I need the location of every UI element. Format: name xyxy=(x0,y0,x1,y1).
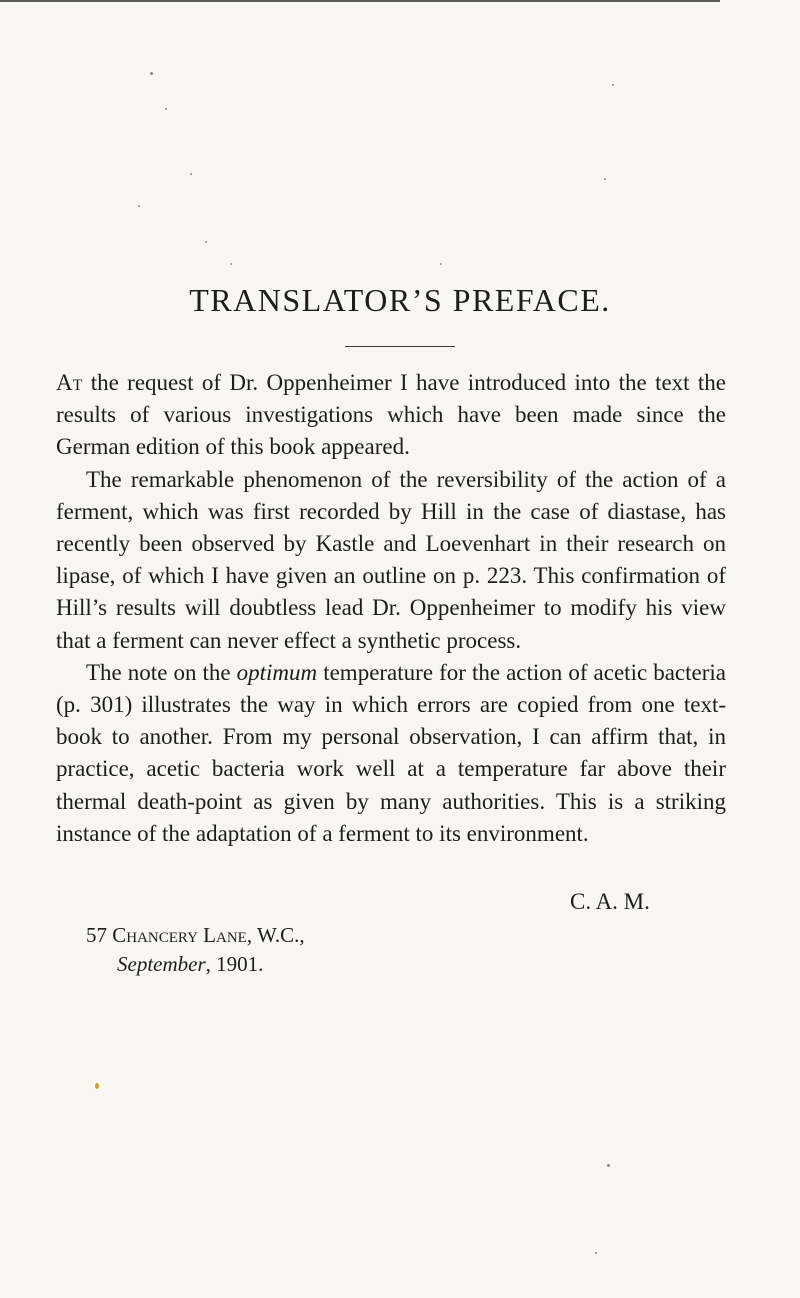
scan-speck xyxy=(607,1164,610,1167)
scan-speck xyxy=(595,1252,597,1254)
scan-speck xyxy=(150,72,153,75)
address-street: Chancery Lane, W.C., xyxy=(112,923,305,947)
date-line xyxy=(86,950,305,979)
page-top-edge xyxy=(0,0,720,2)
scan-speck xyxy=(440,263,442,265)
paragraph-1-text: the request of Dr. Oppenheimer I have introduced into the text the results of various investigations which have been made since the German edition of this book appeared. xyxy=(56,370,726,460)
scan-speck xyxy=(95,1083,99,1089)
date-month: September xyxy=(117,952,206,976)
scan-speck xyxy=(205,241,207,243)
scan-speck xyxy=(165,108,167,110)
paragraph-2: The remarkable phenomenon of the reversibility of the action of a ferment, which was first recorded by Hill in the case of diastase, has recently been observed by Kastle and Loevenhart in their research on lipase, of which I have given an outline on p. 223. This confirmation of Hill’s results will doubtless lead Dr. Oppenheimer to modify his view that a ferment can never effect a synthetic process. xyxy=(56,466,726,653)
scan-speck xyxy=(138,205,140,207)
preface-body xyxy=(56,367,726,850)
paragraph-3-text-after: temperature for the action of acetic bacteria (p. 301) illustrates the way in which errors are copied from one text-book to another. From my personal observation, I can affirm that, in practice, acetic bacteria work well at a temperature far above their thermal death-point as given by many authorities. This is a striking instance of the adaptation of a ferment to its environment. xyxy=(56,659,726,846)
date-year: , 1901. xyxy=(205,952,264,976)
scan-speck xyxy=(230,263,232,265)
paragraph-3-text-before: The note on the xyxy=(86,659,237,685)
paragraph-1-lead: At xyxy=(56,370,83,395)
paragraph-3 xyxy=(56,657,726,850)
page-title: TRANSLATOR’S PREFACE. xyxy=(189,282,611,318)
scan-speck xyxy=(190,173,192,175)
scan-speck xyxy=(612,84,614,86)
title-divider xyxy=(345,346,455,347)
address-number: 57 xyxy=(86,923,113,947)
address-line xyxy=(86,921,305,950)
signature-address xyxy=(86,921,305,979)
paragraph-1 xyxy=(56,367,726,464)
paragraph-3-italic: optimum xyxy=(236,659,318,685)
scan-speck xyxy=(604,178,606,180)
signature-initials: C. A. M. xyxy=(570,889,650,914)
